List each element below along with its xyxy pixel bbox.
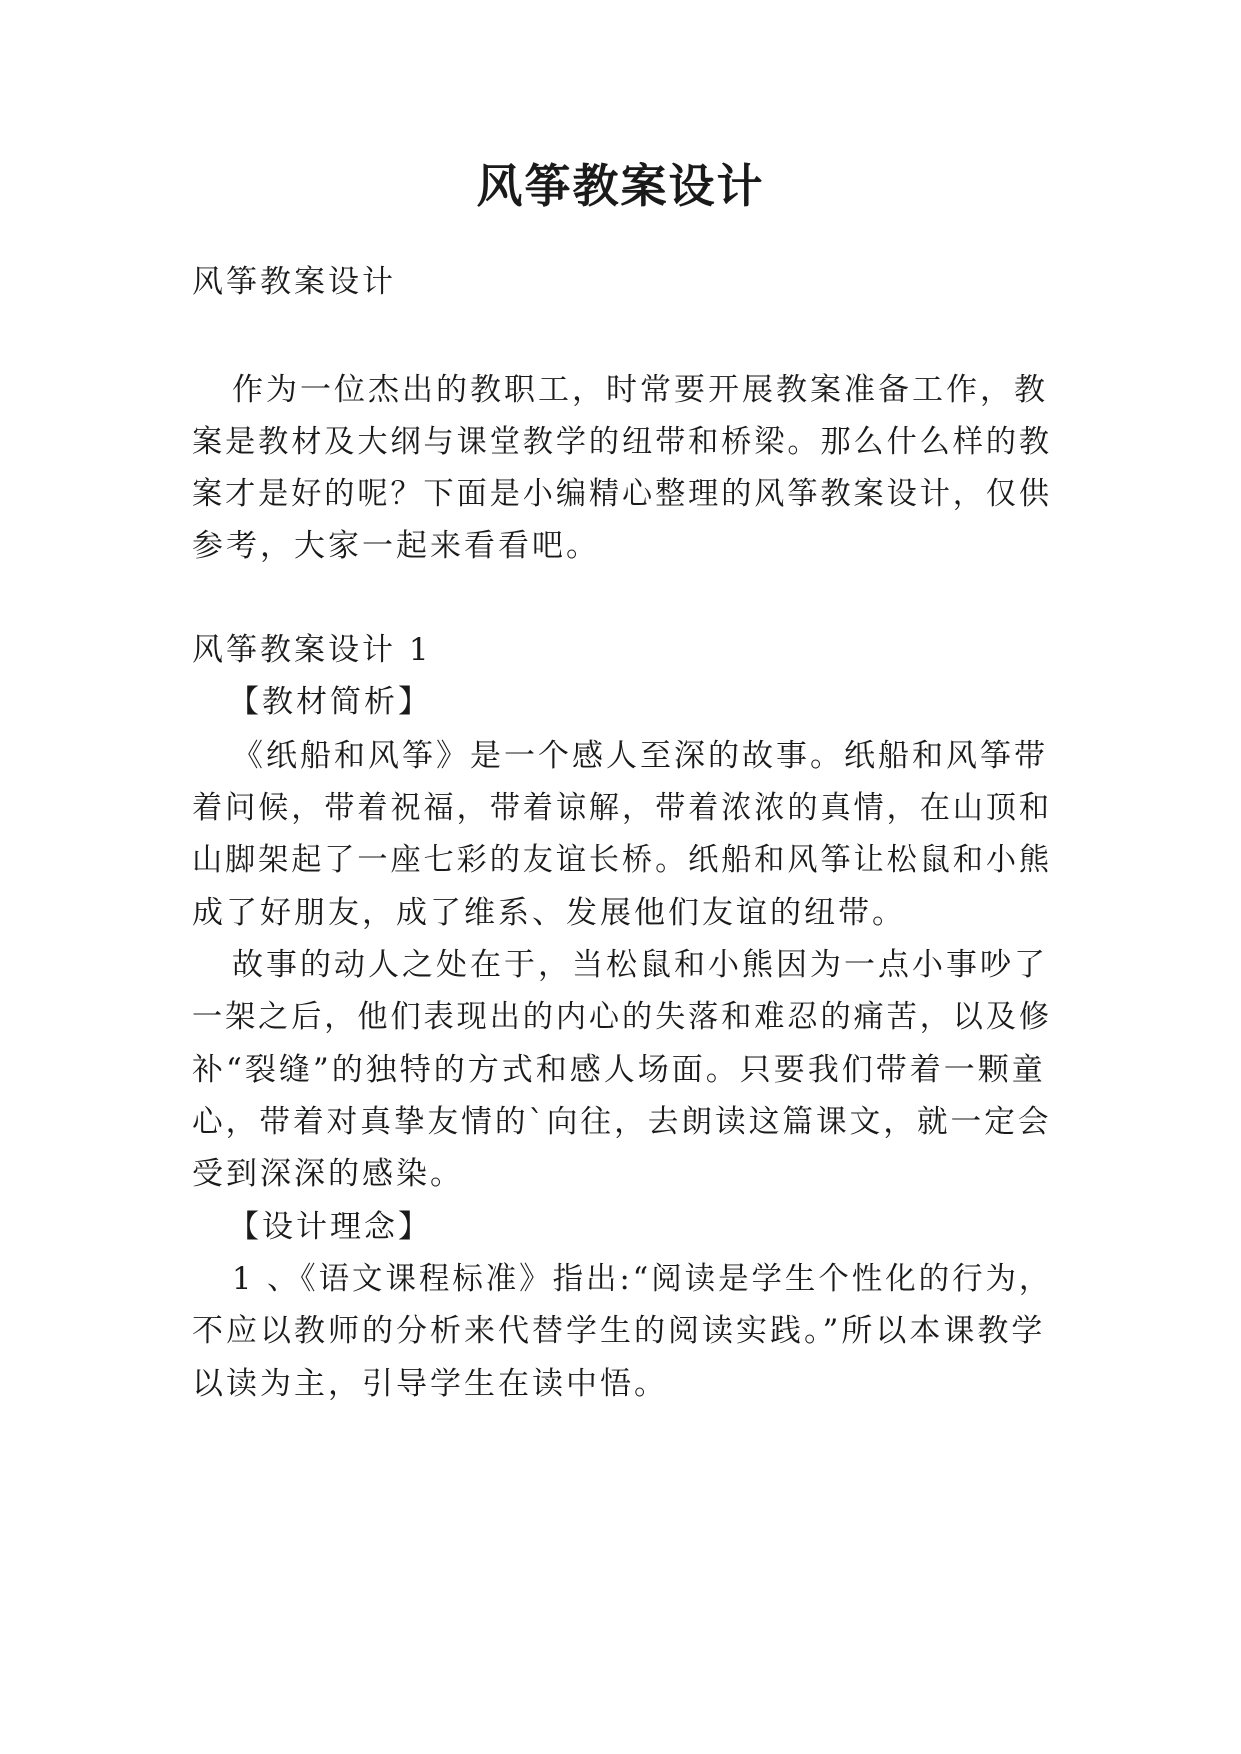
analysis-p2-line-4: 心，带着对真挚友情的`向往，去朗读这篇课文，就一定会 <box>192 1104 1052 1140</box>
intro-line-2: 案是教材及大纲与课堂教学的纽带和桥梁。那么什么样的教 <box>192 424 1052 460</box>
intro-line-3: 案才是好的呢？下面是小编精心整理的风筝教案设计，仅供 <box>192 476 1052 512</box>
analysis-p2-line-3: 补“裂缝”的独特的方式和感人场面。只要我们带着一颗童 <box>192 1052 1046 1088</box>
section-title: 风筝教案设计 1 <box>192 632 432 668</box>
document-title: 风筝教案设计 <box>476 159 765 213</box>
concept-p1-line-2: 不应以教师的分析来代替学生的阅读实践。”所以本课教学 <box>192 1313 1046 1349</box>
analysis-p2-line-1: 故事的动人之处在于，当松鼠和小熊因为一点小事吵了 <box>232 947 1048 983</box>
concept-p1-line-1: 1 、《语文课程标准》指出:“阅读是学生个性化的行为， <box>232 1261 1053 1297</box>
heading-analysis: 【教材简析】 <box>228 684 432 720</box>
analysis-p1-line-2: 着问候，带着祝福，带着谅解，带着浓浓的真情，在山顶和 <box>192 790 1052 826</box>
analysis-p2-line-2: 一架之后，他们表现出的内心的失落和难忍的痛苦，以及修 <box>192 999 1052 1035</box>
intro-line-1: 作为一位杰出的教职工，时常要开展教案准备工作，教 <box>232 372 1048 408</box>
analysis-p1-line-4: 成了好朋友，成了维系、发展他们友谊的纽带。 <box>192 895 906 931</box>
intro-line-4: 参考，大家一起来看看吧。 <box>192 528 600 564</box>
analysis-p2-line-5: 受到深深的感染。 <box>192 1156 464 1192</box>
concept-p1-line-3: 以读为主，引导学生在读中悟。 <box>192 1366 668 1402</box>
analysis-p1-line-3: 山脚架起了一座七彩的友谊长桥。纸船和风筝让松鼠和小熊 <box>192 842 1052 878</box>
document-subtitle: 风筝教案设计 <box>192 264 396 300</box>
analysis-p1-line-1: 《纸船和风筝》是一个感人至深的故事。纸船和风筝带 <box>232 738 1048 774</box>
heading-concept: 【设计理念】 <box>228 1209 432 1245</box>
